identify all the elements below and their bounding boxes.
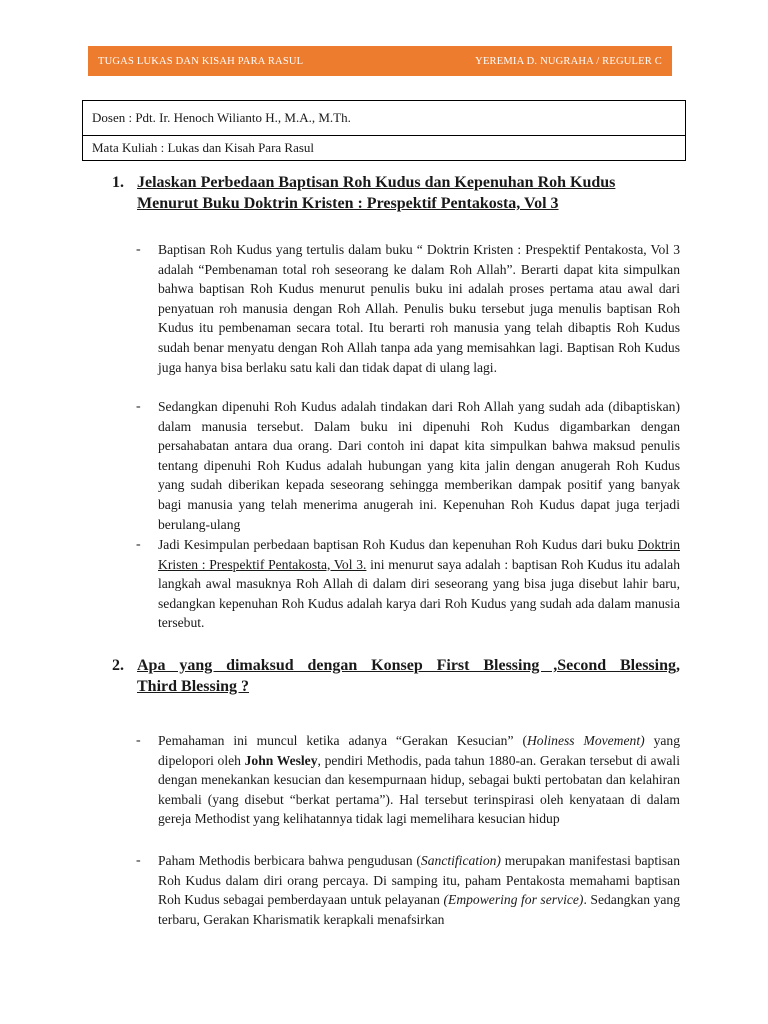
- paragraph-text: Jadi Kesimpulan perbedaan baptisan Roh Kudus dan kepenuhan Roh Kudus dari buku: [158, 537, 638, 552]
- italic-term: Sanctification): [420, 853, 501, 868]
- paragraph-text: ini menurut saya adalah : baptisan Roh Kudus itu adalah langkah awal masuknya Roh Allah di dalam diri seseorang yang bisa juga disebut lahir baru, sedangkan kepenuhan Roh Kudus adalah karya dari Roh Kudus yang sudah ada dalam manusia tersebut.: [158, 556, 680, 631]
- header-author: YEREMIA D. NUGRAHA / REGULER C: [475, 55, 662, 67]
- paragraph: Sedangkan dipenuhi Roh Kudus adalah tindakan dari Roh Allah yang sudah ada (dibaptiskan) dalam manusia tersebut. Dalam buku ini dipenuhi Roh Kudus digambarkan dengan persahabatan antara dua orang. Dari contoh ini dapat kita simpulkan bahwa maksud penulis tentang dipenuhi Roh Kudus adalah hubungan yang kita jalin dengan anugerah Roh Kudus yang sudah diberikan kepada seseorang sehingga memberikan dampak positif yang banyak bagi manusia yang telah menerima anugerah ini. Kepenuhan Roh Kudus dapat juga terjadi berulang-ulang: [158, 399, 680, 532]
- bullet-dash: -: [136, 853, 141, 868]
- list-item: [136, 535, 680, 633]
- list-item: [136, 397, 680, 534]
- italic-term: (Empowering for service): [443, 892, 584, 908]
- section-1-heading: [112, 172, 680, 214]
- section-2-heading: [112, 655, 680, 697]
- paragraph-text: Pemahaman ini muncul ketika adanya “Gerakan Kesucian” (: [158, 733, 527, 748]
- italic-term: Holiness Movement): [526, 733, 645, 748]
- paragraph-text: . Sedangkan yang terbaru, Gerakan Kharismatik kerapkali menafsirkan: [158, 892, 680, 927]
- paragraph-text: merupakan manifestasi baptisan Roh Kudus dalam diri orang percaya. Di samping itu, paham Pentakosta memahami baptisan Roh Kudus sebagai pemberdayaan untuk pelayanan: [158, 853, 681, 908]
- section-number: 2.: [112, 657, 124, 674]
- book-reference: Doktrin Kristen : Prespektif Pentakosta, Vol 3.: [158, 537, 680, 572]
- bullet-dash: -: [136, 733, 141, 748]
- info-row-mata-kuliah: Mata Kuliah : Lukas dan Kisah Para Rasul: [92, 140, 315, 155]
- section-title-line: Third Blessing ?: [137, 678, 250, 695]
- paragraph-text: Paham Methodis berbicara bahwa pengudusan (: [158, 853, 421, 868]
- document-header-bar: [88, 46, 672, 76]
- header-course-title: TUGAS LUKAS DAN KISAH PARA RASUL: [98, 55, 304, 67]
- list-item: [136, 240, 680, 377]
- section-title-line: Apa yang dimaksud dengan Konsep First Blessing ,Second Blessing,: [137, 657, 680, 674]
- bullet-dash: -: [136, 399, 141, 414]
- paragraph: [158, 731, 680, 829]
- list-item: [136, 851, 680, 929]
- list-item: [136, 731, 680, 829]
- paragraph: [158, 535, 680, 633]
- paragraph: [158, 851, 680, 929]
- bullet-dash: -: [136, 537, 141, 552]
- section-title: Jelaskan Perbedaan Baptisan Roh Kudus dan Kepenuhan Roh Kudus Menurut Buku Doktrin Kristen : Prespektif Pentakosta, Vol 3: [137, 174, 616, 212]
- bullet-dash: -: [136, 242, 141, 257]
- info-row-dosen: Dosen : Pdt. Ir. Henoch Wilianto H., M.A., M.Th.: [83, 101, 685, 136]
- paragraph-text: , pendiri Methodis, pada tahun 1880-an. Gerakan tersebut di awali dengan menekankan kesucian dan kesempurnaan hidup, sebagai bukti pertobatan dan kelahiran kembali (yang disebut “berkat pertama”). Hal tersebut terinspirasi oleh kenyataan di dalam gereja Methodist yang kelihatannya tidak lagi memelihara kesucian hidup: [158, 752, 680, 827]
- info-table: [82, 100, 686, 161]
- section-title: [137, 655, 680, 697]
- paragraph-text: yang dipelopori oleh: [158, 733, 680, 768]
- bold-name: John Wesley: [244, 752, 318, 768]
- section-number: 1.: [112, 174, 124, 191]
- paragraph: Baptisan Roh Kudus yang tertulis dalam buku “ Doktrin Kristen : Prespektif Pentakosta, Vol 3 adalah “Pembenaman total roh seseorang ke dalam Roh Allah”. Berarti dapat kita simpulkan bahwa baptisan Roh Kudus menurut penulis buku ini adalah proses pertama atau awal dari penyatuan roh manusia dengan Roh Allah. Penulis buku tersebut juga menulis baptisan Roh Kudus itu pembenaman secara total. Itu berarti roh manusia yang telah dibaptis Roh Kudus sudah benar menyatu dengan Roh Allah tanpa ada yang memisahkan lagi. Baptisan Roh Kudus juga hanya bisa berlaku satu kali dan tidak dapat di ulang lagi.: [158, 242, 680, 375]
